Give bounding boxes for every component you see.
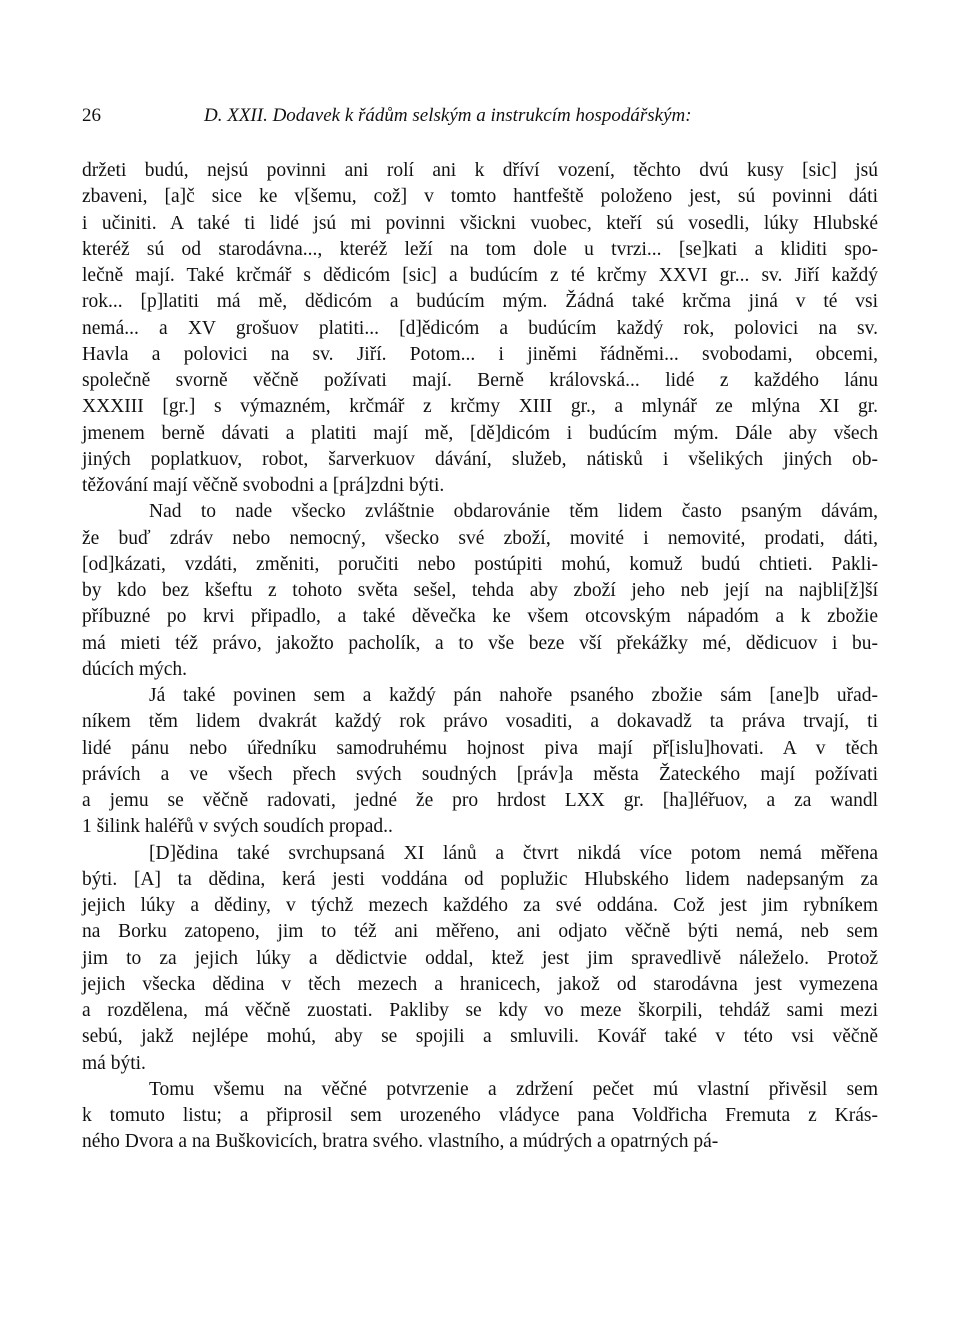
text-line: a jemu se věčně radovati, jedné že pro hrdost LXX gr. [ha]léřuov, a za wandl (82, 790, 878, 811)
text-line: že buď zdráv nebo nemocný, všecko své zboží, movité i nemovité, prodati, dáti, (82, 527, 878, 549)
text-line: těžování mají věčně svobodni a [prá]zdni býti. (82, 475, 445, 496)
running-title: D. XXII. Dodavek k řádům selským a instrukcím hospodářským: (204, 105, 692, 126)
text-line: Havla a polovici na sv. Jiří. Potom... i jiněmi řádněmi... svobodami, obcemi, (82, 343, 878, 365)
body-text (82, 158, 878, 1156)
text-line: zbaveni, [a]č sice ke v[šemu, což] v tomto hantfeště položeno jest, sú povinni dáti (82, 186, 878, 208)
text-line: a rozdělena, má věčně zuostati. Pakliby se kdy vo meze škorpili, tehdáž sami mezi (82, 1000, 878, 1021)
text-line: Já také povinen sem a každý pán nahoře psaného zbožie sám [ane]b uřad- (149, 685, 878, 706)
text-line: i učiniti. A také ti lidé jsú mi povinni všicknі vuobec, kteří sú vosedli, lúky Hlubské (82, 212, 878, 234)
paragraph (82, 499, 878, 683)
text-line: společně svorně věčně požívati mají. Berně královská... lidé z každého lánu (82, 370, 878, 391)
text-line: jiných poplatkuov, robot, šarverkuov dávání, služeb, nátisků i všelikých jiných ob- (82, 448, 878, 470)
text-line: 1 šilink haléřů v svých soudích propad.. (82, 816, 393, 838)
text-line: k tomuto listu; a připrosil sem urozeného vládyce pana Voldřicha Fremuta z Krás- (82, 1105, 878, 1126)
running-head (82, 101, 882, 131)
paragraph (82, 1077, 878, 1156)
text-line: lidé pánu nebo úředníku samodruhému hojnost piva mají př[islu]hovati. A v těch (82, 737, 878, 759)
text-line: Nad to nade všecko zvláštnie obdarovánie těm lidem často psaným dávám, (149, 501, 878, 523)
text-line: jmenem berně dávati a platiti mají mě, [dě]dicóm i budúcím mým. Dále aby všech (82, 422, 878, 444)
paragraph (82, 683, 878, 841)
text-line: na Borku zatopeno, jim to též ani měřeno, ani odjato věčně býti nemá, neb sem (82, 921, 878, 943)
text-line: jim to za jejich lúky a dědictvie oddal, ktež jest jim spravedlivě náleželo. Protož (82, 947, 878, 969)
paragraph (82, 158, 878, 499)
text-line: má býti. (82, 1052, 146, 1074)
text-line: XXXIII [gr.] s výmazném, krčmář z krčmy XIII gr., a mlynář ze mlýna XI gr. (82, 396, 878, 418)
text-line: držeti budú, nejsú povinni ani rolí ani k dříví vození, těchto dvú kusy [sic] jsú (82, 160, 878, 181)
text-line: by kdo bez kšeftu z tohoto světa sešel, tehda aby zboží jeho neb její na najbli[ž]ší (82, 580, 878, 601)
text-line: nemá... a XV grošuov platiti... [d]ědicóm a budúcím každý rok, polovici na sv. (82, 317, 878, 339)
text-line: sebú, jakž nejlépe mohú, aby se spojili a smluvili. Kovář také v této vsi věčně (82, 1026, 878, 1048)
text-line: Tomu všemu na věčné potvrzenie a zdržení pečet mú vlastní přivěsil sem (149, 1078, 878, 1100)
text-line: má mieti též právo, jakožto pacholík, a to vše beze vší překážky mé, dědicuov i bu- (82, 632, 878, 654)
page-number: 26 (82, 105, 101, 126)
text-line: dúcích mých. (82, 658, 188, 680)
text-line: býti. [A] ta dědina, kerá jesti voddána od poplužic Hlubského lidem nadepsaným za (82, 868, 878, 890)
text-line: právích a ve všech přech svých soudných [práv]a města Žateckého mají požívati (82, 763, 878, 785)
text-line: [od]kázati, vzdáti, změniti, poručiti nebo postúpiti mohú, komuž budú chtieti. Pakli- (82, 553, 878, 575)
text-line: ného Dvora a na Buškovicích, bratra svého. vlastního, a múdrých a opatrných pá- (82, 1131, 719, 1153)
text-line: kteréž sú od starodávna..., kteréž leží na tom dole u tvrzi... [se]kati a kliditi spo- (82, 238, 878, 260)
text-line: jejich lúky a dědiny, v týchž mezech každého za své oddána. Což jest jim rybníkem (82, 895, 878, 916)
paragraph (82, 841, 878, 1077)
text-line: příbuzné po krvi připadlo, a také děvečka ke všem otcovským nápadóm a k zbožie (82, 606, 878, 628)
text-line: jejich všecka dědina v těch mezech a hranicech, jakož od starodávna jest vymezena (82, 973, 878, 995)
text-line: lečně mají. Také krčmář s dědicóm [sic] a budúcím z té krčmy XXVI gr... sv. Jiří každý (82, 265, 878, 286)
text-line: níkem těm lidem dvakrát každý rok právo vosaditi, a dokavadž ta práva trvají, ti (82, 711, 878, 733)
text-line: rok... [p]latiti má mě, dědicóm a budúcím mým. Žádná také krčma jiná v té vsi (82, 291, 878, 313)
text-line: [D]ědina také svrchupsaná XI lánů a čtvrt nikdá více potom nemá měřena (149, 842, 878, 864)
